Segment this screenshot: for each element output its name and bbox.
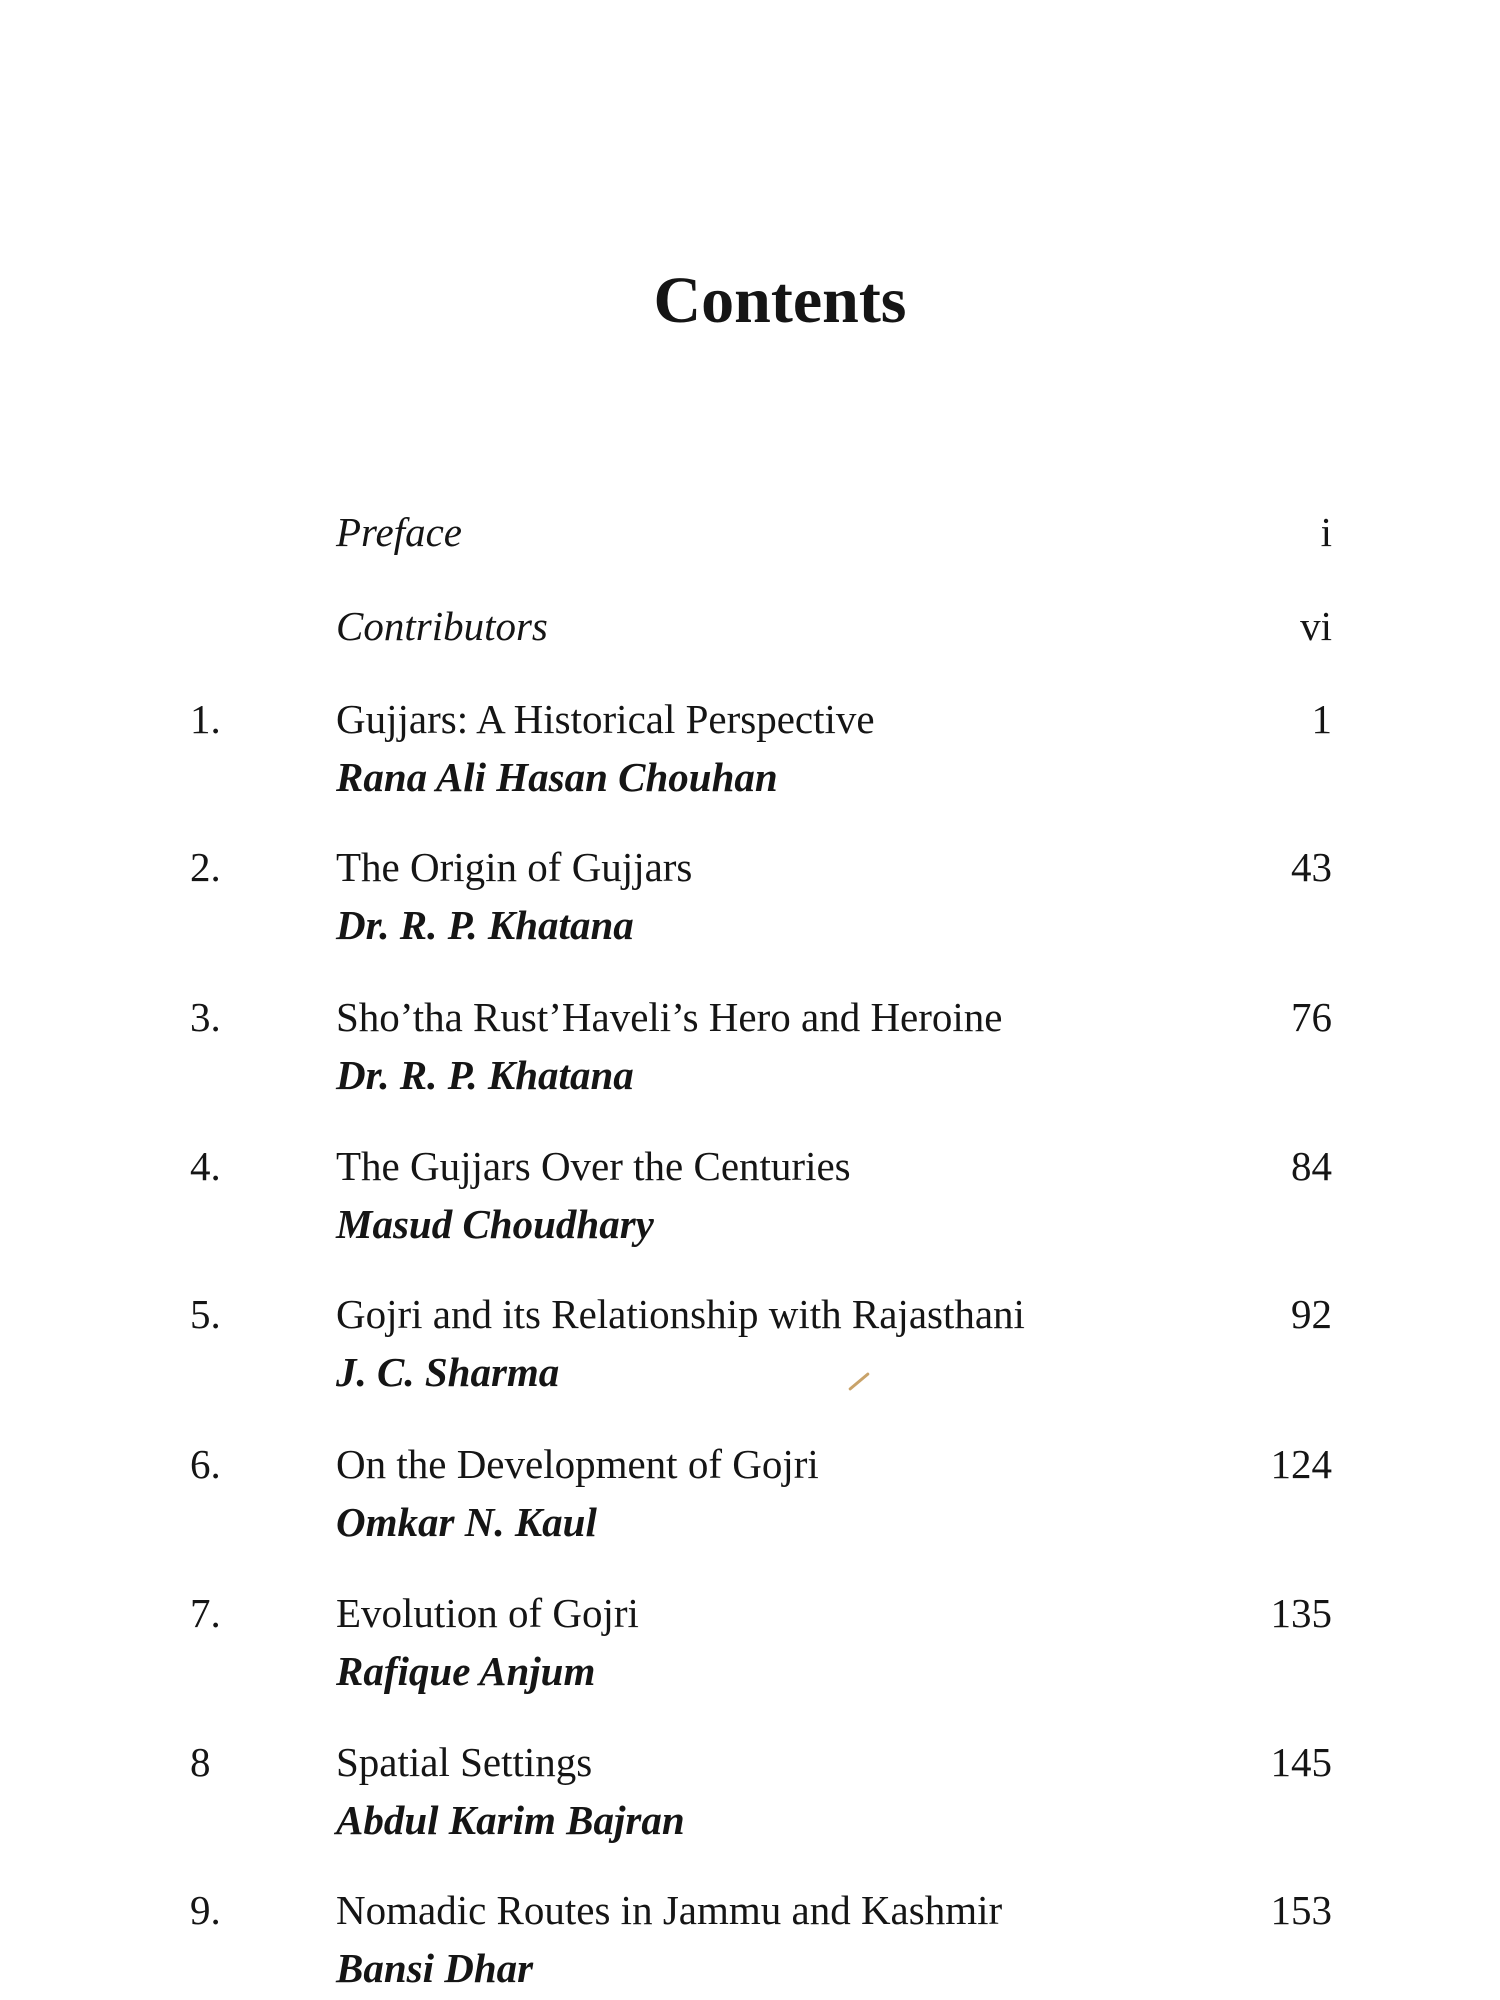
chapter-title: The Gujjars Over the Centuries	[336, 1143, 851, 1189]
chapter-author: Masud Choudhary	[336, 1201, 654, 1247]
chapter-author: Rafique Anjum	[336, 1648, 596, 1694]
chapter-author: Rana Ali Hasan Chouhan	[336, 754, 778, 800]
chapter-number: 5.	[190, 1291, 221, 1337]
entry-title: Contributors	[336, 603, 548, 649]
entry-page-number: 1	[1311, 696, 1332, 742]
chapter-number: 4.	[190, 1143, 221, 1189]
entry-page-number: i	[1320, 509, 1332, 555]
entry-page-number: 124	[1270, 1441, 1332, 1487]
chapter-author: Omkar N. Kaul	[336, 1499, 597, 1545]
entry-page-number: 135	[1270, 1590, 1332, 1636]
entry-page-number: 43	[1291, 844, 1332, 890]
chapter-number: 2.	[190, 844, 221, 890]
entry-title: Preface	[336, 509, 462, 555]
entry-page-number: vi	[1300, 603, 1332, 649]
chapter-title: Nomadic Routes in Jammu and Kashmir	[336, 1887, 1003, 1933]
entry-page-number: 76	[1291, 994, 1332, 1040]
chapter-number: 1.	[190, 696, 221, 742]
chapter-title: Spatial Settings	[336, 1739, 593, 1785]
chapter-title: On the Development of Gojri	[336, 1441, 819, 1487]
chapter-title: Sho’tha Rust’Haveli’s Hero and Heroine	[336, 994, 1003, 1040]
chapter-number: 7.	[190, 1590, 221, 1636]
entry-page-number: 92	[1291, 1291, 1332, 1337]
chapter-number: 8	[190, 1739, 211, 1785]
chapter-number: 3.	[190, 994, 221, 1040]
chapter-number: 6.	[190, 1441, 221, 1487]
entry-page-number: 153	[1270, 1887, 1332, 1933]
chapter-author: J. C. Sharma	[336, 1349, 560, 1395]
chapter-title: Gojri and its Relationship with Rajasthani	[336, 1291, 1025, 1337]
page-title: Contents	[653, 264, 907, 337]
chapter-author: Dr. R. P. Khatana	[336, 902, 634, 948]
chapter-title: Evolution of Gojri	[336, 1590, 639, 1636]
chapter-title: Gujjars: A Historical Perspective	[336, 696, 875, 742]
chapter-author: Abdul Karim Bajran	[336, 1797, 685, 1843]
chapter-title: The Origin of Gujjars	[336, 844, 693, 890]
entry-page-number: 84	[1291, 1143, 1332, 1189]
chapter-author: Dr. R. P. Khatana	[336, 1052, 634, 1098]
entry-page-number: 145	[1270, 1739, 1332, 1785]
chapter-number: 9.	[190, 1887, 221, 1933]
chapter-author: Bansi Dhar	[336, 1945, 534, 1991]
